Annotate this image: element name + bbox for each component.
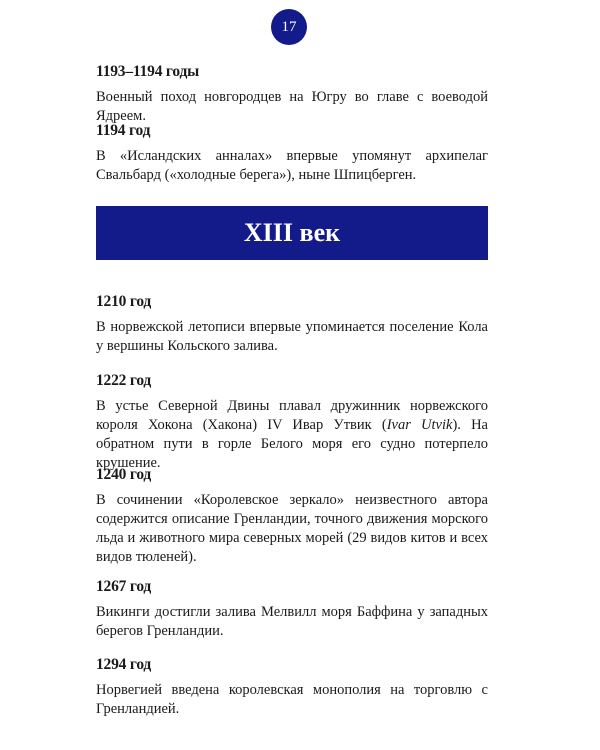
chronology-entry bbox=[96, 655, 488, 719]
chronology-entry bbox=[96, 121, 488, 185]
entry-text-italic: Ivar Utvik bbox=[386, 417, 453, 433]
entry-text: В норвежской летописи впервые упоминается поселение Кола у вершины Кольского залива. bbox=[96, 319, 488, 354]
chronology-entry bbox=[96, 62, 488, 126]
entry-text: Военный поход новгородцев на Югру во главе с воеводой Ядреем. bbox=[96, 89, 488, 124]
entry-text: Норвегией введена королевская монополия на торговлю с Гренландией. bbox=[96, 682, 488, 717]
chronology-entry bbox=[96, 371, 488, 473]
entry-text: Викинги достигли залива Мелвилл моря Баффина у западных берегов Гренландии. bbox=[96, 604, 488, 639]
entry-text bbox=[96, 397, 488, 473]
page-number: 17 bbox=[271, 9, 307, 45]
entry-year: 1240 год bbox=[96, 466, 152, 483]
entry-text-part: ). На обратном пути в горле Белого моря его судно потерпело крушение. bbox=[96, 417, 488, 471]
chronology-entry bbox=[96, 292, 488, 356]
chronology-entry bbox=[96, 465, 488, 567]
entry-text: В «Исландских анналах» впервые упомянут архипелаг Свальбард («холодные берега»), ныне Шпицберген. bbox=[96, 148, 488, 183]
entry-text: В сочинении «Королевское зеркало» неизвестного автора содержится описание Гренландии, точного движения морского льда и животного мира северных морей (29 видов китов и всех видов тюленей). bbox=[96, 492, 488, 565]
entry-year: 1194 год bbox=[96, 122, 151, 139]
entry-year: 1210 год bbox=[96, 293, 152, 310]
entry-year: 1222 год bbox=[96, 372, 152, 389]
entry-text-part: В устье Северной Двины плавал дружинник норвежского короля Хокона (Хакона) IV Ивар Утвик ( bbox=[96, 398, 488, 433]
century-heading: XIII век bbox=[96, 206, 488, 260]
entry-year: 1267 год bbox=[96, 578, 152, 595]
entry-year: 1294 год bbox=[96, 656, 152, 673]
entry-year: 1193–1194 годы bbox=[96, 63, 200, 80]
chronology-entry bbox=[96, 577, 488, 641]
